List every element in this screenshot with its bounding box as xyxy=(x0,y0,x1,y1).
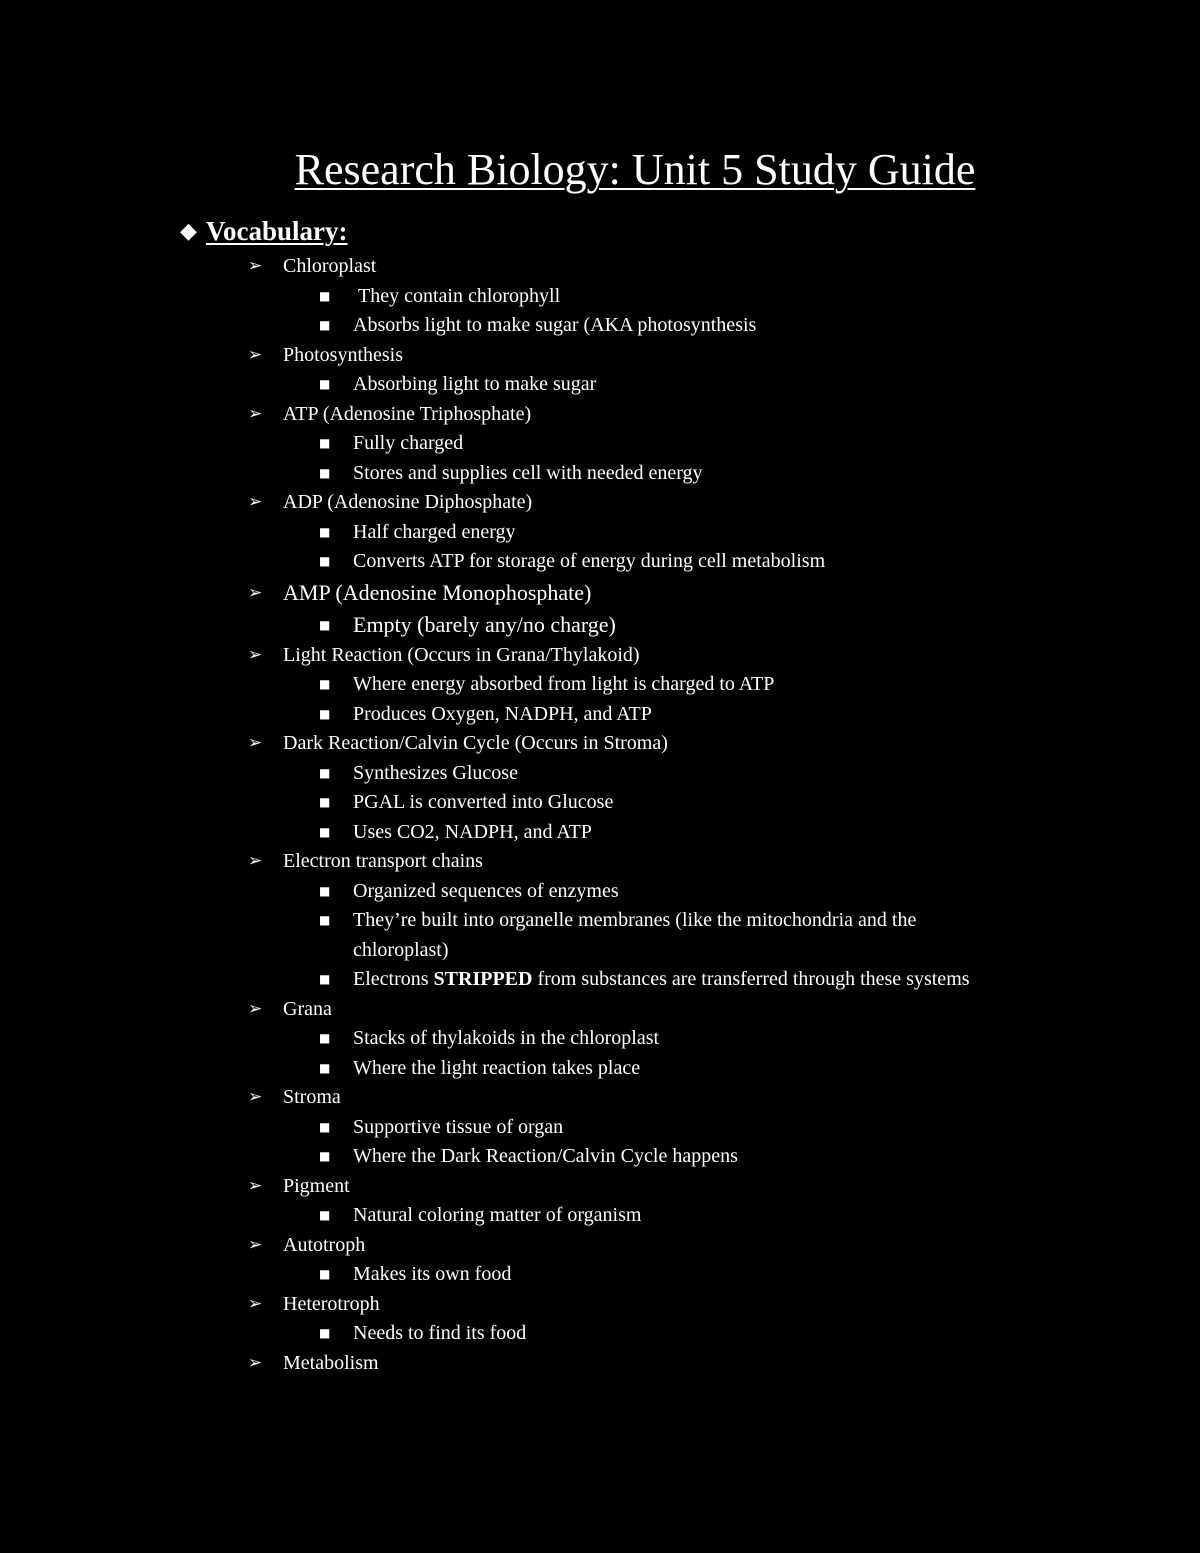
vocab-definition: Fully charged xyxy=(353,432,464,454)
vocab-definition-stripped xyxy=(353,965,1053,995)
square-bullet-icon: ■ xyxy=(319,1208,331,1222)
vocab-entry-atp xyxy=(0,400,1200,489)
vocabulary-list xyxy=(0,252,1200,1378)
vocab-entry-dark-reaction xyxy=(0,729,1200,847)
arrow-bullet-icon: ➢ xyxy=(248,644,263,665)
square-bullet-icon: ■ xyxy=(319,1149,331,1163)
vocab-term: Pigment xyxy=(283,1174,350,1197)
square-bullet-icon: ■ xyxy=(319,706,331,721)
vocab-definition: Empty (barely any/no charge) xyxy=(353,611,616,637)
square-bullet-icon: ■ xyxy=(319,972,331,986)
vocab-entry-chloroplast xyxy=(0,252,1200,341)
square-bullet-icon: ■ xyxy=(319,795,331,809)
vocab-entry-adp xyxy=(0,488,1200,577)
vocab-entry-stroma xyxy=(0,1083,1200,1172)
arrow-bullet-icon: ➢ xyxy=(248,1293,263,1314)
vocab-definition: Supportive tissue of organ xyxy=(353,1115,564,1138)
vocab-entry-photosynthesis xyxy=(0,341,1200,400)
vocab-entry-pigment xyxy=(0,1172,1200,1231)
square-bullet-icon: ■ xyxy=(319,1060,331,1075)
square-bullet-icon: ■ xyxy=(319,1119,331,1134)
square-bullet-icon: ■ xyxy=(319,824,331,839)
arrow-bullet-icon: ➢ xyxy=(248,256,263,276)
definition-text-before: Electrons xyxy=(353,968,434,990)
page-title: Research Biology: Unit 5 Study Guide xyxy=(294,145,976,194)
square-bullet-icon: ■ xyxy=(319,1031,331,1045)
vocab-term: AMP (Adenosine Monophosphate) xyxy=(283,579,592,605)
square-bullet-icon: ■ xyxy=(319,436,331,450)
section-label: Vocabulary: xyxy=(206,215,348,246)
square-bullet-icon: ■ xyxy=(319,554,331,568)
arrow-bullet-icon: ➢ xyxy=(248,1234,263,1255)
vocab-term: ADP (Adenosine Diphosphate) xyxy=(283,491,533,513)
arrow-bullet-icon: ➢ xyxy=(248,582,263,603)
square-bullet-icon: ■ xyxy=(319,524,331,539)
arrow-bullet-icon: ➢ xyxy=(248,851,263,871)
vocab-definition: Needs to find its food xyxy=(353,1322,527,1344)
arrow-bullet-icon: ➢ xyxy=(248,492,263,512)
vocab-definition: Absorbing light to make sugar xyxy=(353,373,597,395)
vocab-definition: Stacks of thylakoids in the chloroplast xyxy=(353,1027,660,1049)
vocab-definition: They contain chlorophyll xyxy=(358,284,561,307)
vocab-definition: Organized sequences of enzymes xyxy=(353,879,619,902)
square-bullet-icon: ■ xyxy=(319,465,331,480)
vocab-definition: Produces Oxygen, NADPH, and ATP xyxy=(353,702,652,725)
vocab-entry-autotroph xyxy=(0,1231,1200,1290)
square-bullet-icon: ■ xyxy=(319,883,331,898)
vocab-entry-metabolism xyxy=(0,1349,1200,1379)
arrow-bullet-icon: ➢ xyxy=(248,1087,263,1107)
square-bullet-icon: ■ xyxy=(319,318,331,332)
vocab-definition: Makes its own food xyxy=(353,1263,512,1285)
vocab-term: Chloroplast xyxy=(283,255,377,277)
vocab-term: Light Reaction (Occurs in Grana/Thylakoid) xyxy=(283,643,640,666)
vocab-entry-light-reaction xyxy=(0,641,1200,730)
vocab-entry-amp xyxy=(0,577,1200,641)
vocab-definition: Stores and supplies cell with needed energy xyxy=(353,461,703,484)
square-bullet-icon: ■ xyxy=(319,617,331,632)
arrow-bullet-icon: ➢ xyxy=(248,1352,263,1373)
vocab-term: Stroma xyxy=(283,1086,341,1108)
vocab-definition: Converts ATP for storage of energy during cell metabolism xyxy=(353,550,826,572)
diamond-bullet-icon: ◆ xyxy=(180,218,197,243)
vocab-definition: Where the Dark Reaction/Calvin Cycle happens xyxy=(353,1145,738,1167)
vocab-definition: Where the light reaction takes place xyxy=(353,1056,641,1079)
square-bullet-icon: ■ xyxy=(319,913,331,927)
square-bullet-icon: ■ xyxy=(319,765,331,780)
vocab-definition: Natural coloring matter of organism xyxy=(353,1204,642,1226)
arrow-bullet-icon: ➢ xyxy=(248,733,263,753)
arrow-bullet-icon: ➢ xyxy=(248,1175,263,1196)
vocab-term: Heterotroph xyxy=(283,1292,380,1315)
square-bullet-icon: ■ xyxy=(319,677,331,691)
vocab-definition: Absorbs light to make sugar (AKA photosynthesis xyxy=(353,314,757,336)
vocab-definition: Half charged energy xyxy=(353,520,516,543)
vocab-definition: PGAL is converted into Glucose xyxy=(353,791,614,813)
vocab-term: Metabolism xyxy=(283,1351,379,1374)
arrow-bullet-icon: ➢ xyxy=(248,344,263,365)
vocab-term: Photosynthesis xyxy=(283,343,404,366)
vocab-entry-electron-transport-chains xyxy=(0,847,1200,995)
definition-emphasis: STRIPPED xyxy=(433,968,533,990)
vocab-entry-heterotroph xyxy=(0,1290,1200,1349)
vocab-term: ATP (Adenosine Triphosphate) xyxy=(283,402,532,425)
arrow-bullet-icon: ➢ xyxy=(248,998,263,1019)
square-bullet-icon: ■ xyxy=(319,288,331,303)
vocab-definition: Synthesizes Glucose xyxy=(353,761,518,784)
square-bullet-icon: ■ xyxy=(319,377,331,391)
vocab-definition: They’re built into organelle membranes (like the mitochondria and the chloroplast) xyxy=(353,909,917,961)
square-bullet-icon: ■ xyxy=(319,1326,331,1340)
definition-text-after: from substances are transferred through these systems xyxy=(532,968,970,990)
arrow-bullet-icon: ➢ xyxy=(248,403,263,424)
vocab-term: Dark Reaction/Calvin Cycle (Occurs in Stroma) xyxy=(283,732,668,754)
vocab-term: Electron transport chains xyxy=(283,850,483,872)
vocab-definition: Uses CO2, NADPH, and ATP xyxy=(353,820,592,843)
section-heading-vocabulary xyxy=(180,210,348,252)
square-bullet-icon: ■ xyxy=(319,1267,331,1281)
vocab-term: Autotroph xyxy=(283,1233,366,1256)
vocab-term: Grana xyxy=(283,997,332,1020)
vocab-definition: Where energy absorbed from light is charged to ATP xyxy=(353,673,775,695)
vocab-entry-grana xyxy=(0,995,1200,1084)
